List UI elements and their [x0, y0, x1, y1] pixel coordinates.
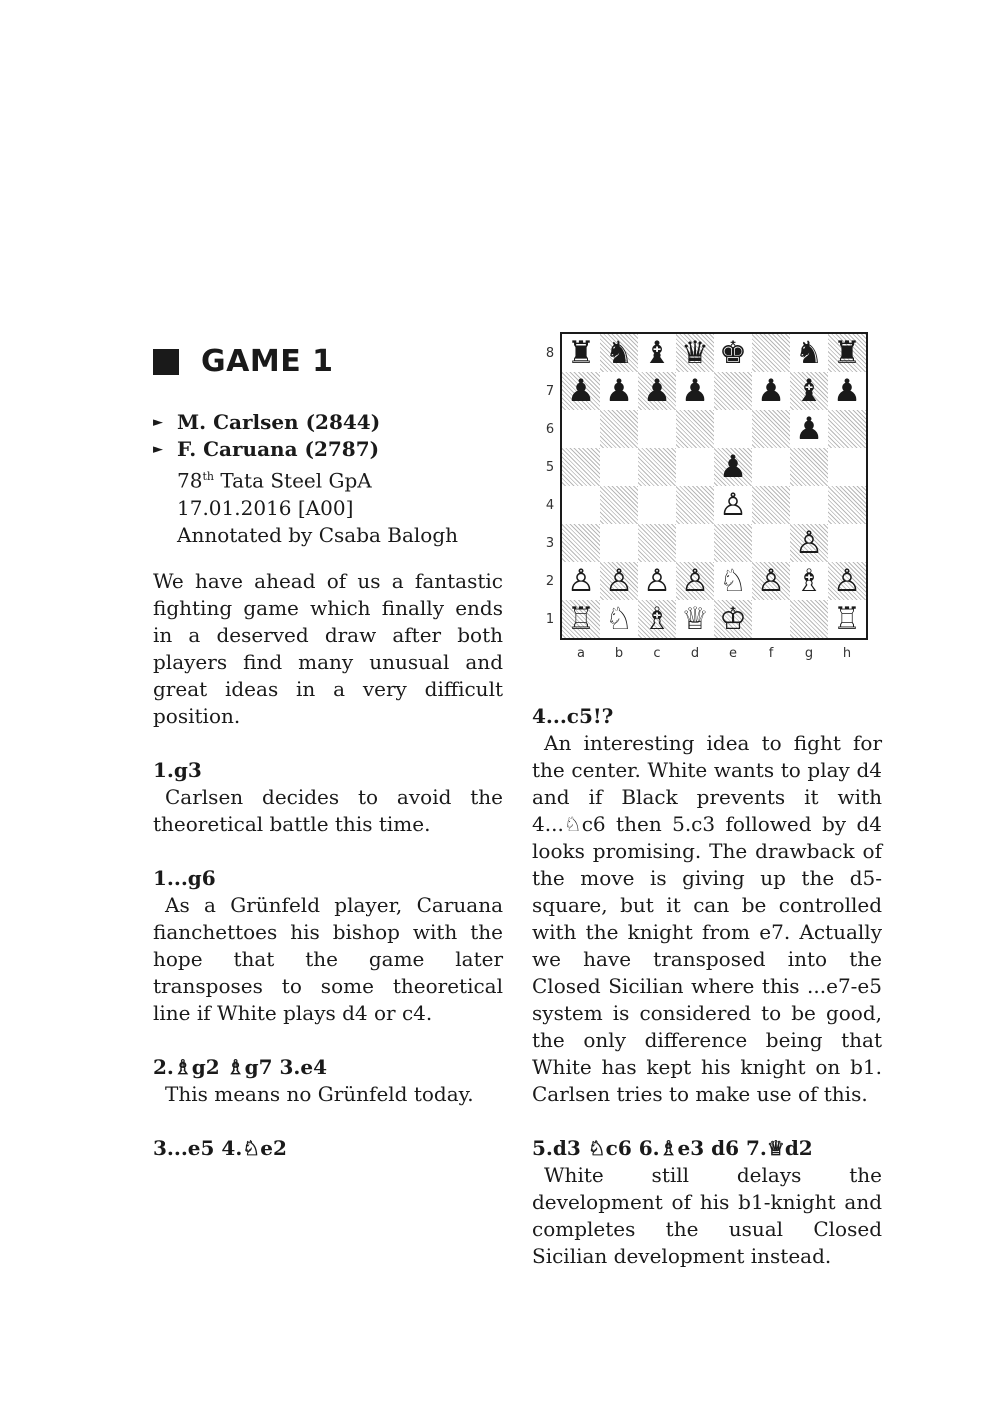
- chess-piece: ♙: [795, 524, 823, 561]
- chess-piece: ♙: [833, 562, 861, 599]
- square-b7: [600, 372, 638, 410]
- square-e4: [714, 486, 752, 524]
- chess-piece: ♟: [719, 448, 747, 485]
- file-label: b: [614, 646, 624, 661]
- square-a1: [562, 600, 600, 638]
- rank-label: 2: [545, 574, 555, 589]
- square-b3: [600, 524, 638, 562]
- chess-piece: ♙: [719, 486, 747, 523]
- square-f2: [752, 562, 790, 600]
- left-column: [153, 568, 503, 1189]
- game-header: [153, 409, 458, 549]
- chess-board: [560, 332, 868, 640]
- square-f6: [752, 410, 790, 448]
- square-g3: [790, 524, 828, 562]
- chess-piece: ♘: [719, 562, 747, 599]
- file-label: c: [653, 646, 661, 661]
- chess-piece: ♘: [605, 600, 633, 637]
- square-h3: [828, 524, 866, 562]
- chess-piece: ♜: [567, 334, 595, 371]
- move-comment: Carlsen decides to avoid the theoretical battle this time.: [153, 785, 503, 836]
- square-b6: [600, 410, 638, 448]
- rank-label: 1: [545, 612, 555, 627]
- white-player: M. Carlsen (2844): [177, 410, 381, 434]
- square-e3: [714, 524, 752, 562]
- square-g8: [790, 334, 828, 372]
- square-b5: [600, 448, 638, 486]
- move-block: [153, 1054, 503, 1108]
- square-h7: [828, 372, 866, 410]
- square-g7: [790, 372, 828, 410]
- square-h1: [828, 600, 866, 638]
- chess-piece: ♖: [833, 600, 861, 637]
- file-label: d: [690, 646, 700, 661]
- square-a7: [562, 372, 600, 410]
- chess-piece: ♙: [757, 562, 785, 599]
- event-name: Tata Steel GpA: [213, 468, 372, 493]
- square-a4: [562, 486, 600, 524]
- chess-piece: ♗: [795, 562, 823, 599]
- square-d4: [676, 486, 714, 524]
- square-c4: [638, 486, 676, 524]
- square-e1: [714, 600, 752, 638]
- square-f4: [752, 486, 790, 524]
- square-c7: [638, 372, 676, 410]
- chess-piece: ♟: [833, 372, 861, 409]
- square-f8: [752, 334, 790, 372]
- square-f7: [752, 372, 790, 410]
- square-c5: [638, 448, 676, 486]
- move-comment: This means no Grünfeld today.: [165, 1082, 474, 1106]
- square-e8: [714, 334, 752, 372]
- square-e2: [714, 562, 752, 600]
- square-d5: [676, 448, 714, 486]
- chess-piece: ♟: [605, 372, 633, 409]
- move-block: [153, 865, 503, 1027]
- chess-piece: ♜: [833, 334, 861, 371]
- square-e5: [714, 448, 752, 486]
- square-c8: [638, 334, 676, 372]
- chess-piece: ♟: [795, 410, 823, 447]
- black-player-line: [153, 436, 458, 463]
- move-text: 2.♗g2 ♗g7 3.e4: [153, 1055, 327, 1079]
- move-block: [153, 1135, 503, 1162]
- move-block: [532, 703, 882, 1108]
- square-d3: [676, 524, 714, 562]
- chess-piece: ♚: [719, 334, 747, 371]
- rank-label: 6: [545, 422, 555, 437]
- square-b1: [600, 600, 638, 638]
- event-number: 78: [177, 468, 203, 493]
- square-b2: [600, 562, 638, 600]
- chess-piece: ♞: [795, 334, 823, 371]
- chess-piece: ♙: [567, 562, 595, 599]
- square-g4: [790, 486, 828, 524]
- game-title-text: GAME 1: [201, 344, 334, 379]
- square-g5: [790, 448, 828, 486]
- chess-piece: ♟: [567, 372, 595, 409]
- event-ordinal: th: [202, 470, 214, 483]
- file-label: h: [842, 646, 852, 661]
- chess-piece: ♛: [681, 334, 709, 371]
- file-label: a: [577, 646, 585, 661]
- square-e7: [714, 372, 752, 410]
- square-c2: [638, 562, 676, 600]
- square-g2: [790, 562, 828, 600]
- game-title: [153, 344, 334, 379]
- square-b8: [600, 334, 638, 372]
- square-f3: [752, 524, 790, 562]
- chess-piece: ♕: [681, 600, 709, 637]
- triangle-right-icon: ►: [153, 442, 163, 457]
- square-a2: [562, 562, 600, 600]
- square-c1: [638, 600, 676, 638]
- annotator: Annotated by Csaba Balogh: [177, 522, 459, 547]
- square-d7: [676, 372, 714, 410]
- square-e6: [714, 410, 752, 448]
- chess-piece: ♙: [643, 562, 671, 599]
- square-f5: [752, 448, 790, 486]
- square-d2: [676, 562, 714, 600]
- right-column: [532, 703, 882, 1297]
- square-h6: [828, 410, 866, 448]
- move-text: 1...g6: [153, 866, 216, 890]
- square-a3: [562, 524, 600, 562]
- square-h2: [828, 562, 866, 600]
- move-comment: White still delays the development of his b1-knight and completes the usual Closed Sicilian development instead.: [532, 1163, 882, 1268]
- square-h4: [828, 486, 866, 524]
- square-d1: [676, 600, 714, 638]
- move-comment: An interesting idea to fight for the center. White wants to play d4 and if Black prevents it with 4...♘c6 then 5.c3 followed by d4 looks promising. The drawback of the move is giving up the d5-square, but it can be controlled with the knight from e7. Actually we have transposed into the Closed Sicilian where this ...e7-e5 system is considered to be good, the only difference being that White has kept his knight on b1. Carlsen tries to make use of this.: [532, 731, 882, 1106]
- event-line: [153, 463, 458, 495]
- square-c3: [638, 524, 676, 562]
- square-c6: [638, 410, 676, 448]
- rank-label: 4: [545, 498, 555, 513]
- chess-piece: ♙: [605, 562, 633, 599]
- chess-piece: ♔: [719, 600, 747, 637]
- rank-label: 3: [545, 536, 555, 551]
- square-h8: [828, 334, 866, 372]
- move-text: 4...c5!?: [532, 704, 614, 728]
- title-square-icon: [153, 349, 179, 375]
- file-label: g: [804, 646, 814, 661]
- square-h5: [828, 448, 866, 486]
- square-g6: [790, 410, 828, 448]
- chess-piece: ♞: [605, 334, 633, 371]
- move-text: 3...e5 4.♘e2: [153, 1136, 287, 1160]
- triangle-right-icon: ►: [153, 415, 163, 430]
- chess-piece: ♝: [795, 372, 823, 409]
- move-block: [153, 757, 503, 838]
- chess-piece: ♖: [567, 600, 595, 637]
- file-label: f: [768, 646, 774, 661]
- square-a6: [562, 410, 600, 448]
- rank-label: 5: [545, 460, 555, 475]
- chess-piece: ♝: [643, 334, 671, 371]
- move-text: 1.g3: [153, 758, 202, 782]
- chess-piece: ♙: [681, 562, 709, 599]
- square-f1: [752, 600, 790, 638]
- square-d6: [676, 410, 714, 448]
- chess-piece: ♟: [643, 372, 671, 409]
- date-eco: 17.01.2016 [A00]: [177, 495, 354, 520]
- chess-piece: ♟: [757, 372, 785, 409]
- black-player: F. Caruana (2787): [177, 437, 380, 461]
- square-d8: [676, 334, 714, 372]
- square-a8: [562, 334, 600, 372]
- intro-paragraph: We have ahead of us a fantastic fighting game which finally ends in a deserved draw after both players find many unusual and great ideas in a very difficult position.: [153, 569, 503, 728]
- chess-piece: ♗: [643, 600, 671, 637]
- square-a5: [562, 448, 600, 486]
- square-g1: [790, 600, 828, 638]
- move-text: 5.d3 ♘c6 6.♗e3 d6 7.♕d2: [532, 1136, 813, 1160]
- rank-label: 8: [545, 346, 555, 361]
- rank-label: 7: [545, 384, 555, 399]
- square-b4: [600, 486, 638, 524]
- chess-piece: ♟: [681, 372, 709, 409]
- move-block: [532, 1135, 882, 1270]
- white-player-line: [153, 409, 458, 436]
- file-label: e: [729, 646, 737, 661]
- move-comment: As a Grünfeld player, Caruana fianchettoes his bishop with the hope that the game later transposes to some theoretical line if White plays d4 or c4.: [153, 893, 503, 1025]
